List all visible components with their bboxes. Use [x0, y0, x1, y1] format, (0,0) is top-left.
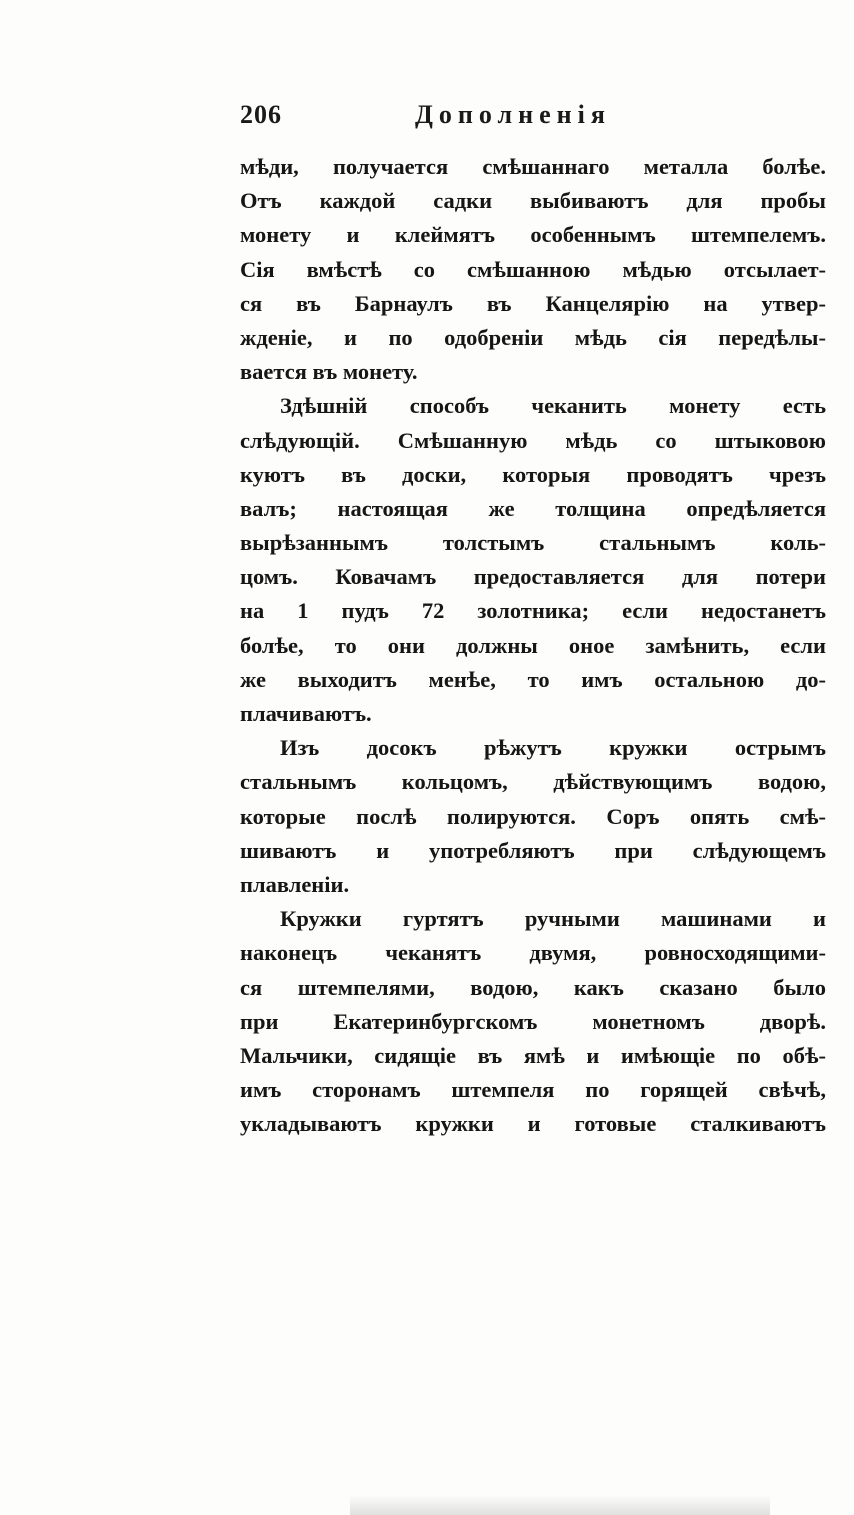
- text-line: куютъ въ доски, которыя проводятъ чрезъ: [240, 461, 826, 487]
- text-line: болѣе, то они должны оное замѣнить, если: [240, 632, 826, 658]
- text-line: плавленіи.: [240, 871, 350, 897]
- text-line: вается въ монету.: [240, 359, 418, 385]
- text-line: ся штемпелями, водою, какъ сказано было: [240, 974, 826, 1000]
- text-line: Мальчики, сидящіе въ ямѣ и имѣющіе по обѣ-: [240, 1042, 826, 1068]
- page-edge-shadow: [350, 1495, 770, 1515]
- text-line: валъ; настоящая же толщина опредѣляется: [240, 495, 826, 521]
- text-line: укладываютъ кружки и готовые сталкиваютъ: [240, 1111, 826, 1137]
- text-line: наконецъ чеканятъ двумя, ровносходящими-: [240, 940, 826, 966]
- text-line: мѣди, получается смѣшаннаго металла болѣе.: [240, 154, 826, 179]
- text-line: которые послѣ полируются. Соръ опять смѣ-: [240, 803, 826, 829]
- page-number: 206: [240, 100, 282, 129]
- text-line: шиваютъ и употребляютъ при слѣдующемъ: [240, 837, 826, 863]
- page-header: [240, 100, 830, 136]
- text-line: на 1 пудъ 72 золотника; если недостанетъ: [240, 598, 826, 624]
- text-line: Отъ каждой садки выбиваютъ для пробы: [240, 188, 826, 214]
- text-line: при Екатеринбургскомъ монетномъ дворѣ.: [240, 1008, 826, 1034]
- text-line: вырѣзаннымъ толстымъ стальнымъ коль-: [240, 530, 826, 556]
- text-line: Кружки гуртятъ ручными машинами и: [280, 906, 826, 932]
- body-text: [240, 150, 826, 1141]
- running-head: Дополненія: [415, 100, 611, 129]
- text-line: стальнымъ кольцомъ, дѣйствующимъ водою,: [240, 769, 826, 795]
- text-line: же выходитъ менѣе, то имъ остальною до-: [240, 666, 826, 692]
- text-line: Изъ досокъ рѣжутъ кружки острымъ: [280, 735, 826, 761]
- text-line: плачиваютъ.: [240, 701, 372, 726]
- text-line: жденіе, и по одобреніи мѣдь сія передѣлы-: [240, 324, 826, 350]
- text-line: слѣдующій. Смѣшанную мѣдь со штыковою: [240, 427, 826, 453]
- text-line: монету и клеймятъ особеннымъ штемпелемъ.: [240, 222, 826, 248]
- text-line: ся въ Барнаулъ въ Канцелярію на утвер-: [240, 290, 826, 316]
- text-line: цомъ. Ковачамъ предоставляется для потери: [240, 564, 826, 590]
- text-line: Здѣшній способъ чеканить монету есть: [280, 393, 826, 419]
- text-line: Сія вмѣстѣ со смѣшанною мѣдью отсылает-: [240, 256, 826, 282]
- text-line: имъ сторонамъ штемпеля по горящей свѣчѣ,: [240, 1077, 826, 1103]
